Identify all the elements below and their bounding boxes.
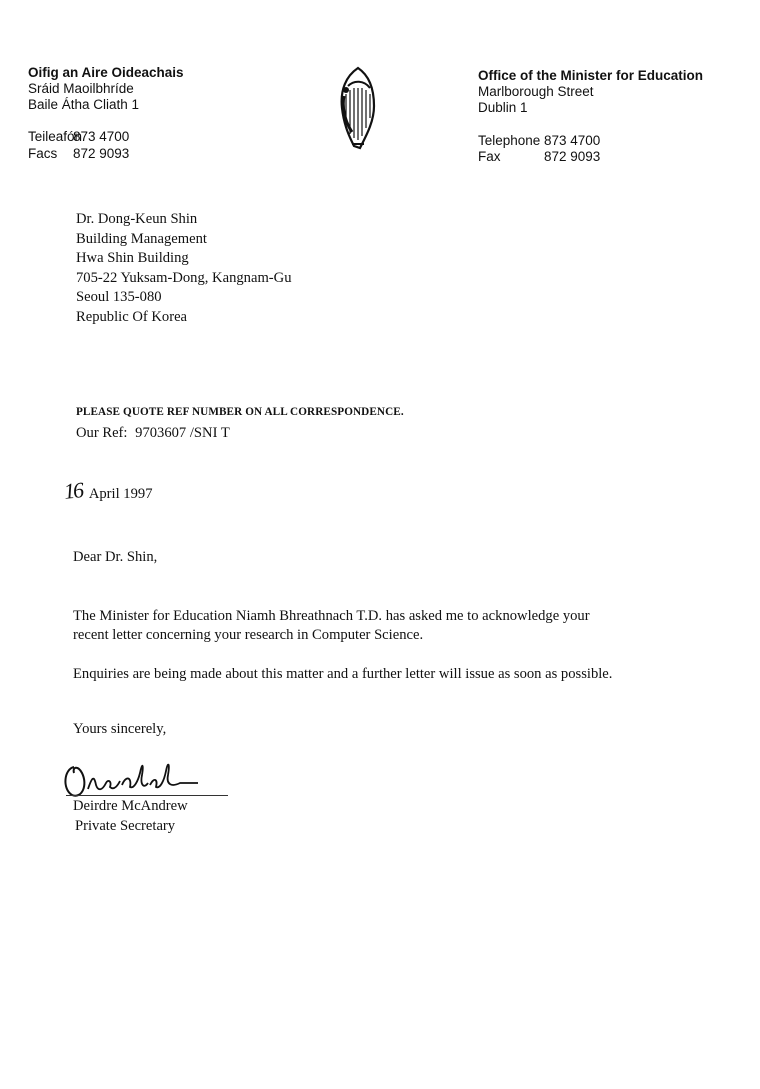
recipient-line: 705-22 Yuksam-Dong, Kangnam-Gu: [76, 269, 292, 286]
letterhead-irish-office: Oifig an Aire Oideachais: [28, 65, 184, 80]
recipient-line: Building Management: [76, 230, 207, 247]
recipient-line: Hwa Shin Building: [76, 250, 189, 266]
body-paragraph-2: Enquiries are being made about this matter and a further letter will issue as soon as possible.: [73, 666, 613, 682]
body-paragraph-1-line-1: The Minister for Education Niamh Bhreathnach T.D. has asked me to acknowledge your: [73, 608, 590, 624]
reference-label: Our Ref:: [76, 425, 128, 441]
reference-value: 9703607 /SNI T: [135, 425, 230, 441]
recipient-address: [76, 210, 292, 327]
irish-phone-value: 873 4700: [73, 129, 130, 144]
letterhead-english-office: Office of the Minister for Education: [478, 68, 704, 83]
recipient-line: Dr. Dong-Keun Shin: [76, 211, 198, 227]
date-month-year: April 1997: [88, 486, 153, 502]
signatory-name: Deirdre McAndrew: [73, 798, 188, 814]
english-phone-label: Telephone: [478, 133, 541, 148]
date-day-handwritten: 16: [62, 477, 84, 504]
letterhead-english-fax: [478, 149, 600, 165]
letterhead-irish-phone: [28, 129, 129, 145]
valediction: Yours sincerely,: [73, 721, 167, 737]
irish-fax-label: Facs: [28, 146, 58, 161]
recipient-line: Seoul 135-080: [76, 289, 162, 305]
harp-icon: [336, 66, 380, 150]
letterhead-english-city: Dublin 1: [478, 100, 528, 115]
reference-line: [76, 424, 230, 444]
salutation: Dear Dr. Shin,: [73, 549, 158, 565]
recipient-line: Republic Of Korea: [76, 308, 188, 325]
letterhead-english-phone: [478, 133, 600, 149]
english-fax-label: Fax: [478, 149, 501, 164]
letter-date: [62, 477, 153, 505]
irish-phone-label: Teileafón: [28, 129, 83, 144]
reference-notice: PLEASE QUOTE REF NUMBER ON ALL CORRESPONDENCE.: [76, 406, 404, 418]
letterhead-english-street: Marlborough Street: [478, 84, 594, 99]
signatory-title: Private Secretary: [75, 818, 176, 834]
signature-line: [66, 795, 228, 796]
letterhead-irish-city: Baile Átha Cliath 1: [28, 97, 140, 112]
english-phone-value: 873 4700: [544, 133, 601, 148]
letterhead-irish-fax: [28, 146, 129, 162]
irish-fax-value: 872 9093: [73, 146, 130, 161]
body-paragraph-1-line-2: recent letter concerning your research in Computer Science.: [73, 627, 424, 643]
letterhead-irish-street: Sráid Maoilbhríde: [28, 81, 134, 96]
english-fax-value: 872 9093: [544, 149, 601, 164]
